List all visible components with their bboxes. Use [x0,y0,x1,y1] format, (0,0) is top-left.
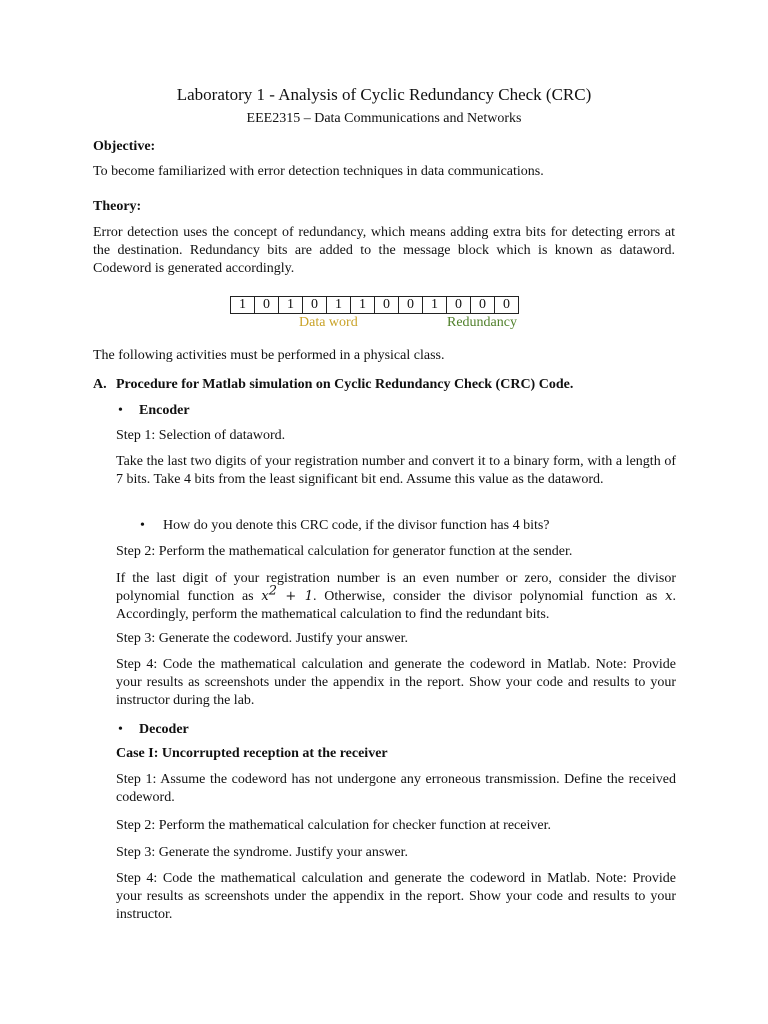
page-title: Laboratory 1 - Analysis of Cyclic Redundancy Check (CRC) [176,85,592,104]
encoder-step4: Step 4: Code the mathematical calculation and generate the codeword in Matlab. Note: Provide your results as screenshots under the appendix in the report. Show your code and results to your instructor during the lab. [116,657,676,708]
decoder-step2: Step 2: Perform the mathematical calculation for checker function at receiver. [116,818,551,833]
codeword-bit-cell: 1 [327,297,351,314]
codeword-bit-cell: 0 [471,297,495,314]
codeword-bit-cell: 1 [279,297,303,314]
encoder-bullet: • [118,403,123,418]
page-subtitle: EEE2315 – Data Communications and Networks [246,111,522,126]
codeword-bit-cell: 1 [231,297,255,314]
polynomial-x-squared: x [261,589,269,604]
decoder-case1-heading: Case I: Uncorrupted reception at the receiver [116,746,388,761]
codeword-bit-cell: 1 [423,297,447,314]
encoder-sub-bullet: • [140,518,145,533]
step2-text-b: . Otherwise, consider the divisor polynomial function as [312,589,666,604]
encoder-step1: Step 1: Selection of dataword. [116,428,286,443]
objective-heading: Objective: [93,139,156,154]
codeword-bit-table [230,296,519,314]
codeword-bit-row [231,297,519,314]
decoder-step1: Step 1: Assume the codeword has not undergone any erroneous transmission. Define the received codeword. [116,772,676,805]
codeword-bit-cell: 0 [375,297,399,314]
encoder-step1-detail: Take the last two digits of your registration number and convert it to a binary form, with a length of 7 bits. Take 4 bits from the least significant bit end. Assume this value as the dataword. [116,454,676,487]
polynomial-exponent: 2 [268,583,278,599]
section-a-letter: A. [93,377,107,392]
step2-text-a: If the last digit of your registration number is an even number or zero, consider the divisor polynomial function as [116,571,676,604]
physical-class-note: The following activities must be performed in a physical class. [93,348,445,363]
polynomial-x: x [665,589,673,604]
decoder-heading: Decoder [139,722,189,737]
step2-text-c: . Accordingly, perform the mathematical calculation to find the redundant bits. [116,589,676,622]
encoder-step3: Step 3: Generate the codeword. Justify your answer. [116,631,408,646]
section-a-title: Procedure for Matlab simulation on Cyclic Redundancy Check (CRC) Code. [116,377,574,392]
codeword-bit-cell: 0 [495,297,519,314]
polynomial-plus-one: + 1 [277,589,313,604]
dataword-label: Data word [299,315,358,330]
decoder-step3: Step 3: Generate the syndrome. Justify your answer. [116,845,408,860]
codeword-bit-cell: 0 [399,297,423,314]
decoder-bullet: • [118,722,123,737]
codeword-bit-cell: 0 [255,297,279,314]
codeword-bit-cell: 1 [351,297,375,314]
codeword-bit-cell: 0 [447,297,471,314]
encoder-step2: Step 2: Perform the mathematical calculation for generator function at the sender. [116,544,573,559]
decoder-step4: Step 4: Code the mathematical calculation and generate the codeword in Matlab. Note: Provide your results as screenshots under the appendix in the report. Show your code and results to your instructor. [116,871,676,922]
crc-denotation-question: How do you denote this CRC code, if the divisor function has 4 bits? [163,518,550,533]
theory-heading: Theory: [93,199,142,214]
section-a-heading [93,376,675,394]
encoder-heading: Encoder [139,403,190,418]
objective-text: To become familiarized with error detection techniques in data communications. [93,164,544,179]
encoder-step2-detail [116,570,676,624]
theory-text: Error detection uses the concept of redundancy, which means adding extra bits for detecting errors at the destination. Redundancy bits are added to the message block which is known as dataword. Codeword is generated accordingly. [93,225,675,276]
redundancy-label: Redundancy [447,315,517,330]
codeword-bit-cell: 0 [303,297,327,314]
